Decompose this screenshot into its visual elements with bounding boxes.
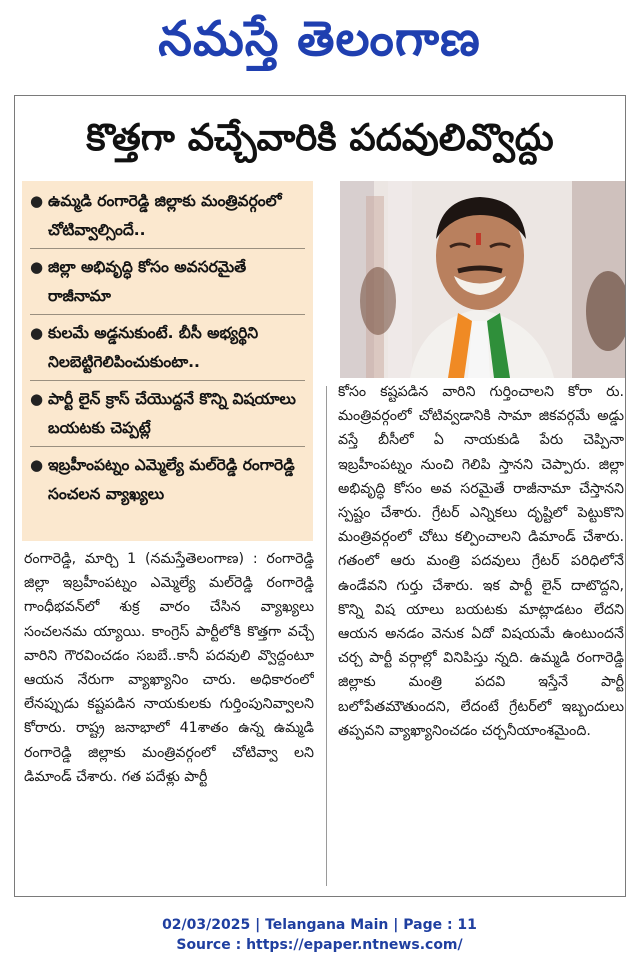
footer-edition-info: 02/03/2025 | Telangana Main | Page : 11 (162, 917, 477, 933)
highlight-text: ఇబ్రహీంపట్నం ఎమ్మెల్యే మల్‌రెడ్డి రంగారెడ్డి సంచలన వ్యాఖ్యలు (48, 456, 295, 503)
highlight-item (30, 253, 305, 311)
dateline: రంగారెడ్డి, మార్చి 1 (నమస్తేతెలంగాణ) (24, 551, 245, 567)
page-footer (0, 915, 639, 955)
bullet-icon: ● (30, 258, 44, 276)
highlight-item (30, 319, 305, 377)
bullet-icon: ● (30, 456, 44, 474)
highlights-box (22, 181, 313, 541)
masthead-logo: నమస్తే తెలంగాణ (158, 11, 481, 67)
divider (30, 380, 305, 381)
footer-source: Source : https://epaper.ntnews.com/ (176, 937, 463, 953)
divider (30, 314, 305, 315)
article-column-right (338, 380, 624, 890)
bullet-icon: ● (30, 324, 44, 342)
politician-photo (340, 181, 625, 378)
divider (30, 248, 305, 249)
highlight-item (30, 451, 305, 509)
bullet-icon: ● (30, 192, 44, 210)
portrait-illustration (340, 181, 625, 378)
highlight-text: ఉమ్మడి రంగారెడ్డి జిల్లాకు మంత్రివర్గంలో చోటివ్వాల్సిందే.. (48, 192, 282, 239)
highlight-text: కులమే అడ్డనుకుంటే. బీసీ అభ్యర్థిని నిలబెట్టిగెలిపించుకుంటా.. (48, 324, 259, 371)
divider (30, 446, 305, 447)
highlight-item (30, 187, 305, 245)
article-body-right: కోసం కష్టపడిన వారిని గుర్తించాలని కోరా రు. మంత్రివర్గంలో చోటివ్వడానికి సామా జికవర్గమే అడ్డు వస్తే బీసీలో ఏ నాయకుడి పేరు చెప్పినా ఇబ్రహీంపట్నం నుంచి గెలిపి స్తానని చెప్పారు. జిల్లా అభివృద్ధి కోసం అవ సరమైతే రాజీనామా చేస్తానని స్పష్టం చేశారు. గ్రేటర్ ఎన్నికలు దృష్టిలో పెట్టుకొని మంత్రివర్గంలో చోటు కల్పించాలని డిమాండ్ చేశారు. గతంలో ఆరు మంత్రి పదవులు గ్రేటర్ పరిధిలోనే ఉండేవని గుర్తు చేశారు. ఇక పార్టీ లైన్ దాటొద్దని, కొన్ని విష యాలు బయటకు మాట్లాడటం లేదని ఆయన అనడం వెనుక ఏదో విషయమే ఉంటుందనే చర్చ పార్టీ వర్గాల్లో వినిపిస్తు న్నది. ఉమ్మడి రంగారెడ్డి జిల్లాకు మంత్రి పదవి ఇస్తేనే పార్టీ బలోపేతమౌతుందని, లేదంటే గ్రేటర్‌లో ఇబ్బందులు తప్పవని వ్యాఖ్యానించడం చర్చనీయాంశమైంది. (338, 384, 624, 739)
article-column-left (24, 547, 314, 892)
column-divider (326, 386, 327, 886)
article-body-left: : రంగారెడ్డి జిల్లా ఇబ్రహీంపట్నం ఎమ్మెల్యే మల్‌రెడ్డి రంగారెడ్డి గాంధీభవన్‌లో శుక్ర వారం చేసిన వ్యాఖ్యలు సంచలనమ య్యాయి. కాంగ్రెస్ పార్టీలోకి కొత్తగా వచ్చే వారిని గౌరవించడం సబబే..కానీ పదవులి వ్వొద్దంటూ ఆయన నేరుగా వ్యాఖ్యానిం చారు. అధికారంలో లేనప్పుడు కష్టపడిన నాయకులకు గుర్తింపునివ్వాలని కోరారు. రాష్ట్ర జనాభాలో 41శాతం ఉన్న ఉమ్మడి రంగారెడ్డి జిల్లాకు మంత్రివర్గంలో చోటివ్వా లని డిమాండ్ చేశారు. గత పదేళ్లు పార్టీ (24, 551, 314, 785)
article-headline: కొత్తగా వచ్చేవారికి పదవులివ్వొద్దు (86, 116, 554, 159)
highlight-text: జిల్లా అభివృద్ధి కోసం అవసరమైతే రాజీనామా (48, 258, 247, 305)
highlight-item (30, 385, 305, 443)
highlight-text: పార్టీ లైన్ క్రాస్ చేయొద్దనే కొన్ని విషయాలు బయటకు చెప్పట్లే (48, 390, 296, 437)
bullet-icon: ● (30, 390, 44, 408)
